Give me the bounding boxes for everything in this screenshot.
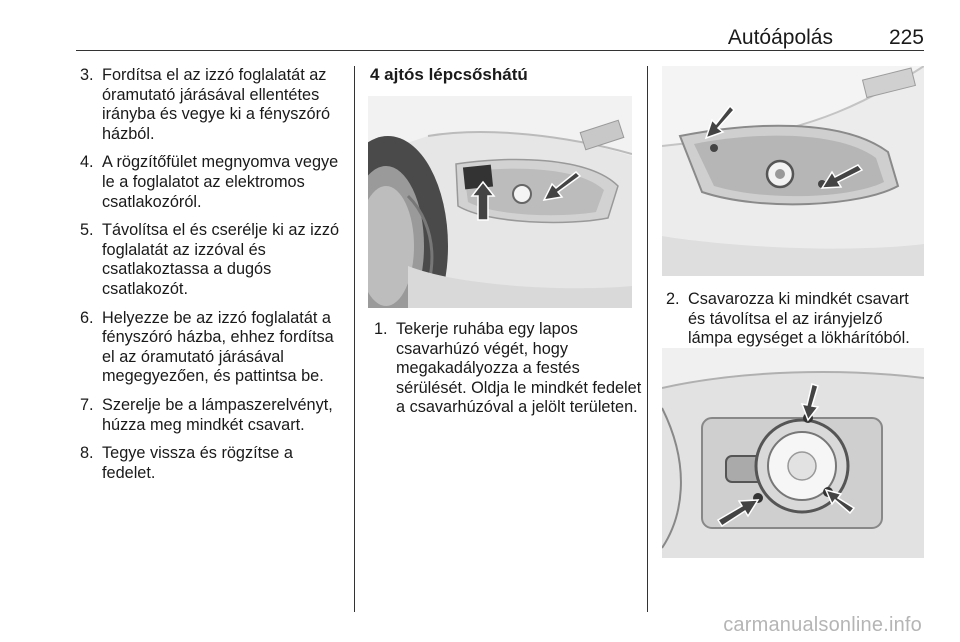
list-item: 4. A rögzítőfület megnyomva vegye le a foglalatot az elektromos csatlakozóról. (80, 153, 339, 211)
figure-fog-lamp-unit (662, 348, 924, 558)
list-item: 7. Szerelje be a lámpaszerelvényt, húzza meg mindkét csavart. (80, 395, 333, 434)
list-item: 1. Tekerje ruhába egy lapos csavarhúzó végét, hogy megakadályozza a festés sérülését. Oldja le mindkét fedelet a csavarhúzóval a jelölt területen. (374, 320, 642, 417)
page-number: 225 (888, 26, 924, 49)
instruction-list (370, 320, 642, 418)
watermark: carmanualsonline.info (723, 614, 922, 636)
section-heading: 4 ajtós lépcsőshátú (370, 65, 528, 84)
instruction-list (662, 290, 928, 349)
column-divider-right (647, 66, 648, 612)
list-item: 5. Távolítsa el és cserélje ki az izzó foglalatát az izzóval és csatlakoztassa a dugós csatlakozót. (80, 221, 340, 298)
left-column (76, 66, 348, 492)
list-item: 6. Helyezze be az izzó foglalatát a fényszóró házba, ehhez fordítsa el az óramutató járásával megegyezően, és pattintsa be. (80, 308, 334, 386)
figure-bumper-cover (368, 96, 632, 308)
list-item: 8. Tegye vissza és rögzítse a fedelet. (80, 444, 293, 482)
page-section-title: Autóápolás (727, 26, 833, 49)
list-item: 2. Csavarozza ki mindkét csavart és távolítsa el az irányjelző lámpa egységet a lökhárítóból. (666, 290, 910, 348)
header-divider (76, 50, 924, 51)
middle-column (370, 320, 642, 427)
list-item: 3. Fordítsa el az izzó foglalatát az óramutató járásával ellentétes irányba és vegye ki a fényszóró házból. (80, 66, 331, 143)
column-divider-left (354, 66, 355, 612)
figure-fog-lamp-screws (662, 66, 924, 276)
instruction-list (76, 66, 348, 483)
